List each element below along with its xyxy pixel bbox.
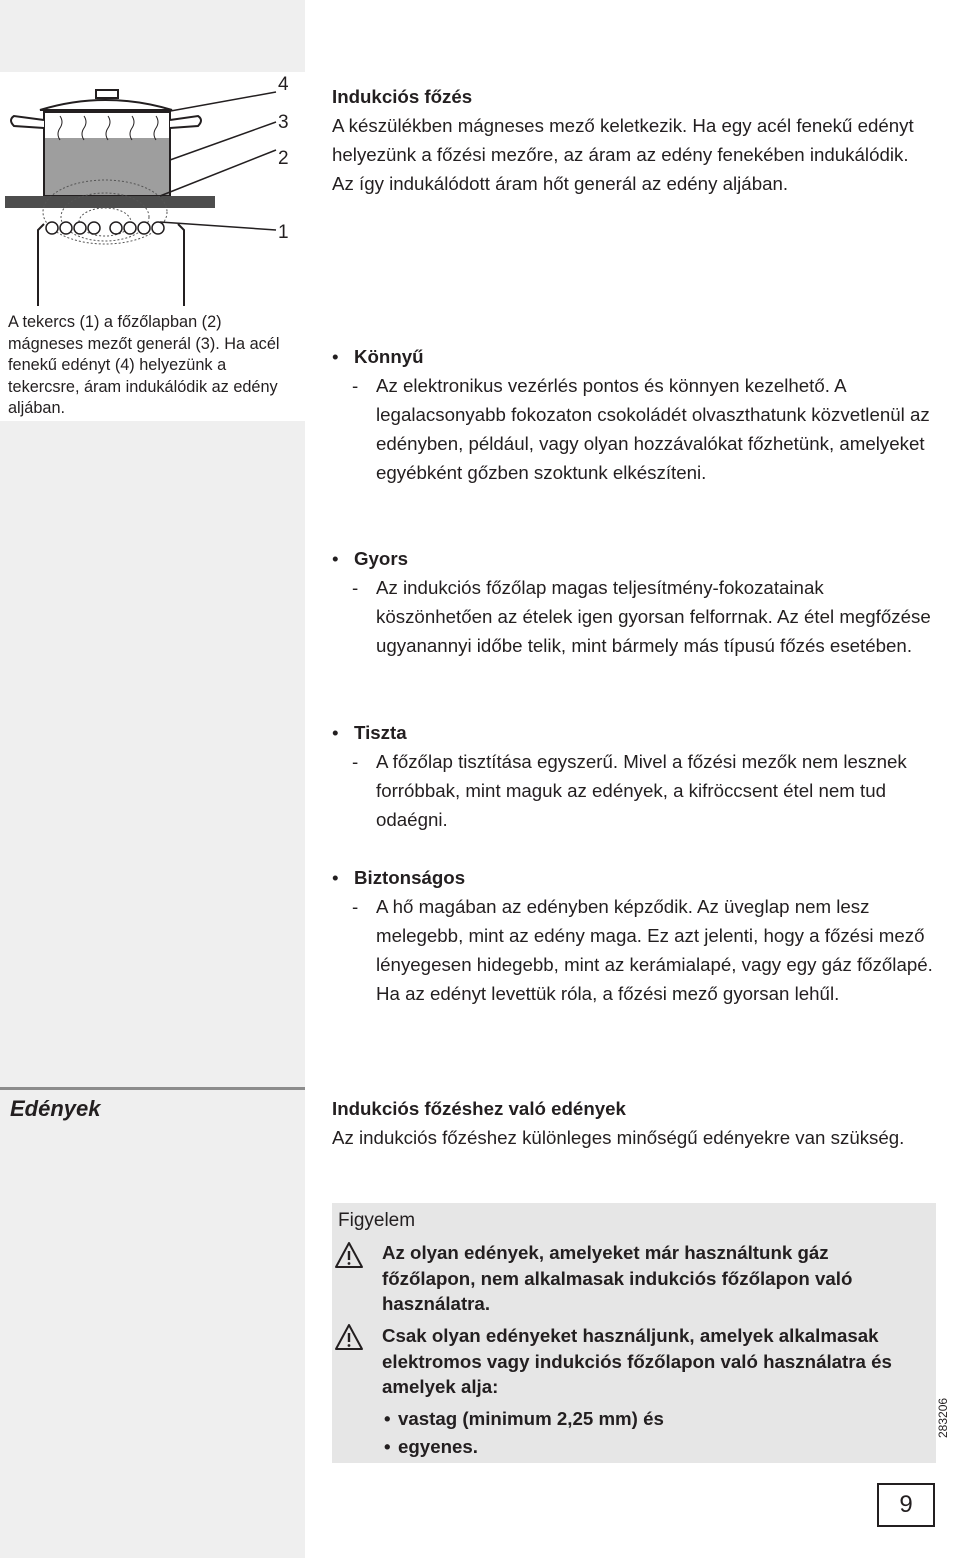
section-intro [332,1094,932,1152]
page-number: 9 [877,1483,935,1527]
section-heading: Indukciós főzéshez való edények [332,1098,626,1119]
section-divider [0,1087,305,1090]
warning-triangle-icon [334,1241,364,1269]
pot-handle-right [170,116,201,128]
hob-glass [5,196,215,208]
warning-box [332,1203,936,1463]
figure-caption-box [0,306,305,421]
callout-1: 1 [278,222,289,243]
section-text: Az indukciós főzéshez különleges minőségű edényekre van szükség. [332,1127,905,1148]
lid-knob [96,90,118,98]
intro-heading: Indukciós főzés [332,86,473,107]
list-item: • egyenes. [384,1433,664,1461]
warning-triangle-icon [334,1323,364,1351]
feature-title: • Könnyű [332,342,942,371]
feature-item [332,863,942,1008]
induction-figure [0,72,305,306]
intro-text: A készülékben mágneses mező keletkezik. Ha egy acél fenekű edényt helyezünk a főzési mezőre, az áram az edény fenekében indukálódik. Az így indukálódott áram hőt generál az edény aljában. [332,115,914,194]
pot-handle-left [11,116,44,128]
section-title: Edények [10,1096,101,1121]
figure-caption: A tekercs (1) a főzőlapban (2) mágneses mezőt generál (3). Ha acél fenekű edényt (4) helyezünk a tekercsre, áram indukálódik az edény aljában. [8,313,280,418]
list-item: • vastag (minimum 2,25 mm) és [384,1405,664,1433]
callout-4: 4 [278,74,289,95]
feature-item [332,718,942,834]
feature-text: Az indukciós főzőlap magas teljesítmény-fokozatainak köszönhetően az ételek igen gyorsan felforrnak. Az étel megfőzése ugyanannyi időbe telik, mint bármely más típusú főzés esetében. [376,577,931,656]
feature-desc: - Az indukciós főzőlap magas teljesítmény-fokozatainak köszönhetően az ételek igen gyorsan felforrnak. Az étel megfőzése ugyanannyi időbe telik, mint bármely más típusú főzés esetében. [352,577,931,656]
warning-item: Csak olyan edényeket használjunk, amelyek alkalmasak elektromos vagy indukciós főzőlapon való használatra és amelyek alja: [382,1325,892,1398]
document-code: 283206 [936,1397,950,1438]
pot-contents [45,138,169,195]
coil [46,222,164,234]
feature-desc: - A hő magában az edényben képződik. Az üveglap nem lesz melegebb, mint az edény maga. Ez azt jelenti, hogy a főzési mező lényegesen hidegebb, mint az kerámialapé, vagy egy gáz főzőlapé. Ha az edényt levettük róla, a főzési mező gyorsan lehűl. [352,896,933,1004]
callout-2: 2 [278,148,289,169]
feature-text: A főzőlap tisztítása egyszerű. Mivel a főzési mezők nem lesznek forróbbak, mint maguk az edények, a kifröccsent étel nem tud odaégni. [376,751,907,830]
feature-title: • Tiszta [332,718,942,747]
feature-desc: - Az elektronikus vezérlés pontos és könnyen kezelhető. A legalacsonyabb fokozaton csokoládét olvaszthatunk közvetlenül az edényben, például, vagy olyan hozzávalókat főzhetünk, amelyeket egyébként gőzben szoktunk elkészíteni. [352,375,930,483]
warning-heading: Figyelem [338,1210,416,1231]
requirements-list [384,1405,664,1461]
feature-title: • Biztonságos [332,863,942,892]
feature-item [332,544,942,660]
feature-title: • Gyors [332,544,942,573]
feature-text: A hő magában az edényben képződik. Az üveglap nem lesz melegebb, mint az edény maga. Ez azt jelenti, hogy a főzési mező lényegesen hidegebb, mint az kerámialapé, vagy egy gáz főzőlapé. Ha az edényt levettük róla, a főzési mező gyorsan lehűl. [376,896,933,1004]
intro-block [332,82,932,198]
warning-item: Az olyan edények, amelyeket már használtunk gáz főzőlapon, nem alkalmasak indukciós főzőlapon való használatra. [382,1242,853,1315]
feature-text: Az elektronikus vezérlés pontos és könnyen kezelhető. A legalacsonyabb fokozaton csokoládét olvaszthatunk közvetlenül az edényben, például, vagy olyan hozzávalókat főzhetünk, amelyeket egyébként gőzben szoktunk elkészíteni. [376,375,930,483]
pot-lid [40,100,172,110]
feature-desc: - A főzőlap tisztítása egyszerű. Mivel a főzési mezők nem lesznek forróbbak, mint maguk az edények, a kifröccsent étel nem tud odaégni. [352,751,907,830]
feature-item [332,342,942,487]
callout-3: 3 [278,112,289,133]
pot-on-coil-illustration [0,72,305,306]
